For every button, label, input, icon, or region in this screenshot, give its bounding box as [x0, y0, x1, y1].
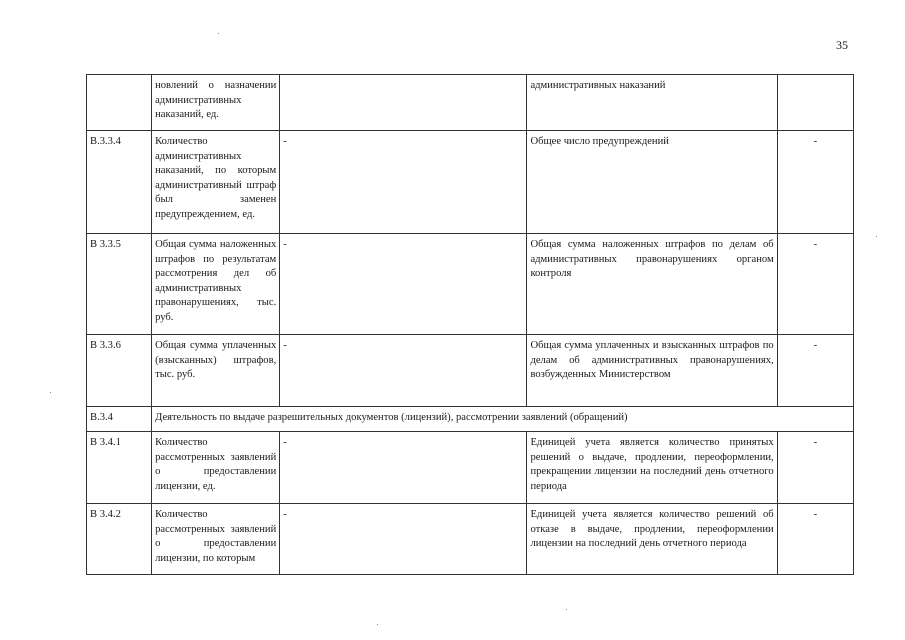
- table-row: [87, 75, 854, 131]
- row-name: Общая сумма наложенных штрафов по результатам рассмотрения дел об административных правонарушениях, тыс. руб.: [152, 234, 280, 335]
- table-row: [87, 432, 854, 504]
- row-value: -: [777, 432, 853, 504]
- table-row: [87, 335, 854, 407]
- row-note: Единицей учета является количество решений об отказе в выдаче, продлении, переоформлении лицензии на последний день отчетного периода: [527, 504, 777, 575]
- row-code: [87, 75, 152, 131]
- section-title: Деятельность по выдаче разрешительных документов (лицензий), рассмотрении заявлений (обращений): [152, 407, 854, 432]
- row-source: -: [280, 504, 527, 575]
- scan-speck: [50, 392, 51, 393]
- page-number: 35: [836, 38, 848, 52]
- indicators-table: [86, 74, 854, 575]
- row-value: -: [777, 234, 853, 335]
- row-source: [280, 75, 527, 131]
- section-code: В.3.4: [87, 407, 152, 432]
- row-source: -: [280, 432, 527, 504]
- row-note: Общая сумма наложенных штрафов по делам об административных правонарушениях органом контроля: [527, 234, 777, 335]
- row-value: -: [777, 504, 853, 575]
- row-note: Общее число предупреждений: [527, 131, 777, 234]
- row-code: В.3.3.4: [87, 131, 152, 234]
- row-code: В 3.4.2: [87, 504, 152, 575]
- row-code: В 3.4.1: [87, 432, 152, 504]
- row-note: административных наказаний: [527, 75, 777, 131]
- row-name: Количество рассмотренных заявлений о предоставлении лицензии, по которым: [152, 504, 280, 575]
- row-name: новлений о назначении административных наказаний, ед.: [152, 75, 280, 131]
- scan-speck: [566, 609, 567, 610]
- table-row: [87, 131, 854, 234]
- row-source: -: [280, 131, 527, 234]
- table-row: [87, 504, 854, 575]
- row-code: В 3.3.5: [87, 234, 152, 335]
- row-note: Общая сумма уплаченных и взысканных штрафов по делам об административных правонарушениях, возбужденных Министерством: [527, 335, 777, 407]
- row-name: Общая сумма уплаченных (взысканных) штрафов, тыс. руб.: [152, 335, 280, 407]
- row-source: -: [280, 335, 527, 407]
- row-name: Количество рассмотренных заявлений о предоставлении лицензии, ед.: [152, 432, 280, 504]
- row-value: -: [777, 335, 853, 407]
- scan-speck: [377, 624, 378, 625]
- row-note: Единицей учета является количество принятых решений о выдаче, продлении, переоформлении, прекращении лицензии на последний день отчетного периода: [527, 432, 777, 504]
- row-source: -: [280, 234, 527, 335]
- row-code: В 3.3.6: [87, 335, 152, 407]
- section-row: [87, 407, 854, 432]
- table-row: [87, 234, 854, 335]
- row-value: -: [777, 131, 853, 234]
- row-name: Количество административных наказаний, по которым административный штраф был заменен предупреждением, ед.: [152, 131, 280, 234]
- scan-speck: [218, 33, 219, 34]
- scan-speck: [876, 236, 877, 237]
- row-value: [777, 75, 853, 131]
